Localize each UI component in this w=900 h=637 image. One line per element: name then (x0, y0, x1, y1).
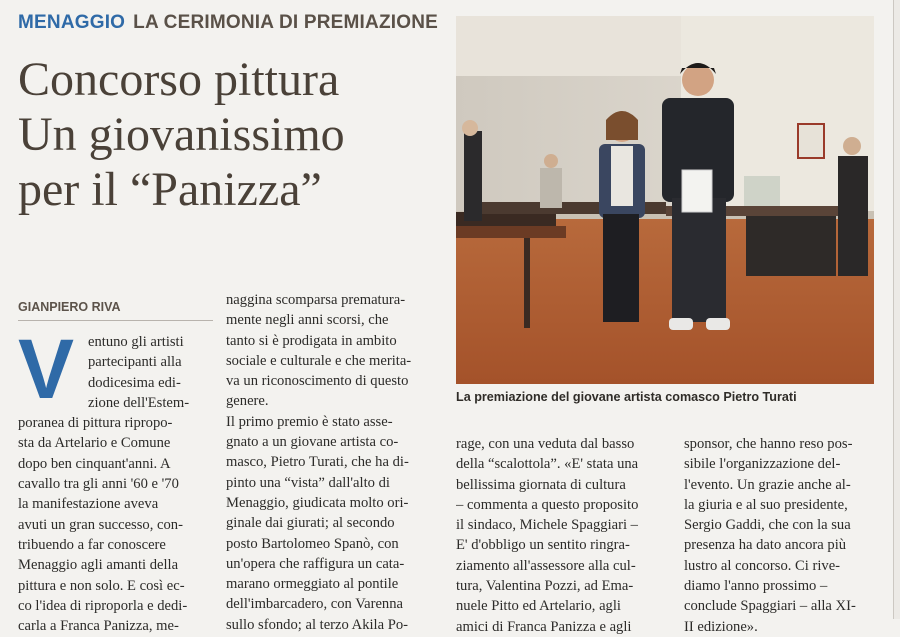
article-column-3 (456, 434, 668, 637)
text-line: pittura e non solo. E così ec- (18, 577, 185, 594)
text-line: la manifestazione aveva (18, 496, 159, 513)
text-line: Il primo premio è stato asse- (226, 413, 393, 430)
text-line: dodicesima edi- (88, 374, 181, 391)
text-line: va un riconoscimento di questo (226, 373, 409, 390)
text-line: il sindaco, Michele Spaggiari – (456, 517, 638, 534)
photo-caption: La premiazione del giovane artista comasco Pietro Turati (456, 390, 797, 404)
text-line: Menaggio, giudicata molto ori- (226, 494, 409, 511)
article-column-4 (684, 434, 880, 637)
text-line: poranea di pittura ripropo- (18, 415, 173, 432)
kicker-place: MENAGGIO (18, 12, 126, 33)
text-line: la giuria e al suo presidente, (684, 496, 848, 513)
text-line: entuno gli artisti (88, 334, 184, 350)
text-line: tribuendo a far conoscere (18, 536, 166, 553)
byline: GIANPIERO RIVA (18, 300, 121, 314)
award-photo (456, 16, 874, 384)
text-line: tanto si è prodigata in ambito (226, 332, 397, 349)
text-line: genere. (226, 393, 269, 410)
kicker (18, 12, 438, 34)
text-line: sullo sfondo; al terzo Akila Po- (226, 616, 408, 633)
award-photo-illustration (456, 16, 874, 384)
article-column-1 (18, 322, 210, 636)
text-line: carla a Franca Panizza, me- (18, 618, 179, 635)
text-line: dopo ben cinquant'anni. A (18, 455, 171, 472)
text-line: rage, con una veduta dal basso (456, 436, 635, 452)
text-line: avuti un gran successo, con- (18, 516, 183, 533)
kicker-topic: LA CERIMONIA DI PREMIAZIONE (133, 12, 438, 33)
headline-line-2: Un giovanissimo (18, 108, 345, 161)
text-line: pinto una “vista” dall'alto di (226, 474, 390, 491)
text-line: della “scalottola”. «E' stata una (456, 456, 639, 473)
text-line: lustro al concorso. Ci rive- (684, 557, 841, 574)
text-line: naggina scomparsa prematura- (226, 292, 406, 308)
text-line: amici di Franca Panizza e agli (456, 618, 632, 635)
text-line: tura, Valentina Pozzi, ad Ema- (456, 578, 634, 595)
article-column-2 (226, 290, 438, 635)
text-line: ginale dai giurati; al secondo (226, 515, 395, 532)
text-line: co l'idea di riproporla e dedi- (18, 597, 188, 614)
text-line: sta da Artelario e Comune (18, 435, 171, 452)
text-line: mente negli anni scorsi, che (226, 312, 389, 329)
text-line: dell'imbarcadero, con Varenna (226, 596, 403, 613)
headline-line-1: Concorso pittura (18, 53, 340, 106)
text-line: sociale e culturale e che merita- (226, 352, 412, 369)
headline-line-3: per il “Panizza” (18, 163, 322, 216)
text-line: nuele Pitto ed Artelario, agli (456, 598, 621, 615)
text-line: sibile l'organizzazione del- (684, 456, 841, 473)
text-line: sponsor, che hanno reso pos- (684, 436, 853, 452)
text-line: conclude Spaggiari – alla XI- (684, 598, 856, 615)
text-line: masco, Pietro Turati, che ha di- (226, 454, 409, 471)
text-line: presenza ha dato ancora più (684, 537, 847, 554)
text-line: un'opera che raffigura un cata- (226, 555, 405, 572)
text-line: gnato a un giovane artista co- (226, 434, 399, 451)
text-line: cavallo tra gli anni '60 e '70 (18, 476, 179, 493)
text-line: l'evento. Un grazie anche al- (684, 476, 851, 493)
text-line: posto Bartolomeo Spanò, con (226, 535, 399, 552)
text-line: – commenta a questo proposito (456, 496, 639, 513)
page-edge (893, 0, 900, 619)
text-line: bellissima giornata di cultura (456, 476, 626, 493)
text-line: II edizione». (684, 618, 758, 635)
headline (18, 52, 448, 217)
byline-divider (18, 320, 213, 321)
text-line: zione dell'Estem- (88, 394, 190, 411)
text-line: Sergio Gaddi, che con la sua (684, 517, 851, 534)
text-line: marano ormeggiato al pontile (226, 576, 399, 593)
text-line: partecipanti alla (88, 354, 182, 371)
text-line: E' d'obbligo un sentito ringra- (456, 537, 630, 554)
text-line: diamo l'anno prossimo – (684, 578, 828, 595)
drop-cap: V (18, 322, 75, 416)
text-line: Menaggio agli amanti della (18, 557, 179, 574)
text-line: ziamento all'assessore alla cul- (456, 557, 636, 574)
